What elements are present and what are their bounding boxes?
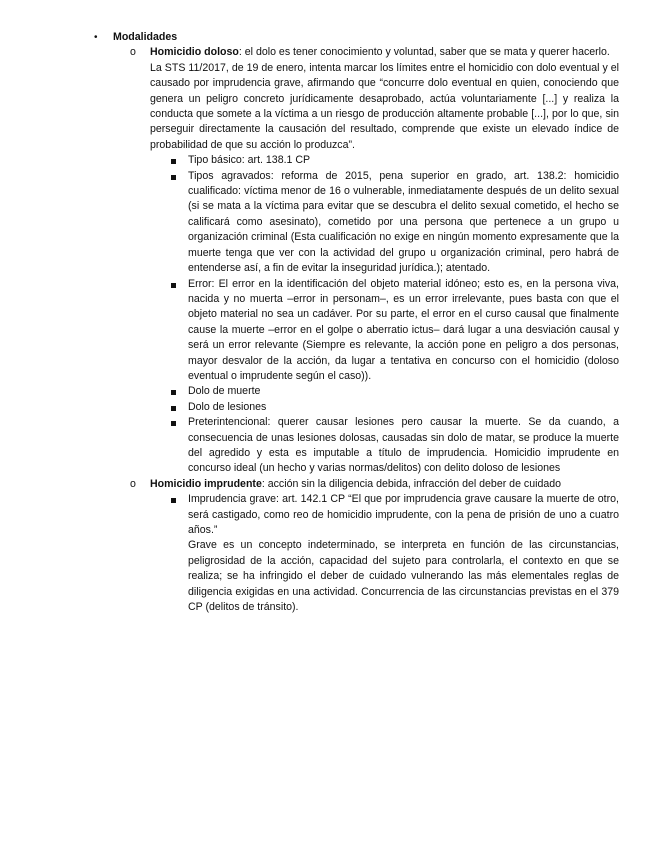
doloso-definition: Homicidio doloso: el dolo es tener conocimiento y voluntad, saber que se mata y querer hacerlo. (150, 46, 610, 59)
list-item: Tipos agravados: reforma de 2015, pena superior en grado, art. 138.2: homicidio cualificado: víctima menor de 16 o vulnerable, inmediatamente después de un delito sexual (si se mata a la víctima para evitar que se descubra el delito sexual cometido, el hecho se calificará como asesinato), cometido por una persona que pertenece a un grupo u organización criminal (Esta cualificación no exige en ningún momento expresamente que la muerte tenga que ver con la actividad del grupo u organización criminal, pero habrá de entenderse así, a fin de evitar la inseguridad jurídica.); atentado. (188, 169, 619, 277)
square-bullet-icon (171, 421, 176, 426)
list-item: Dolo de muerte (188, 384, 619, 399)
imprudente-explanation: Grave es un concepto indeterminado, se interpreta en función de las circunstancias, peligrosidad de la acción, capacidad del sujeto para controlarla, el contexto en que se realiza; se ha infringido el deber de cuidado vulnerando las más elementales reglas de diligencia exigidas en una actividad. Concurrencia de las circunstancias previstas en el 379 CP (delitos de tránsito). (188, 539, 619, 614)
square-bullet-icon (171, 283, 176, 288)
list-item: Error: El error en la identificación del objeto material idóneo; esto es, en la persona viva, nacida y no muerta –error in personam–, es un error irrelevante, pues basta con que el objeto material no sea un cadáver. Por su parte, el error en el curso causal que finalmente cause la muerte –error en el golpe o aberratio ictus– dará lugar a una desviación causal y será un error relevante (Siempre es relevante, la acción pone en peligro a dos personas, mayor desvalor de la acción, da lugar a tentativa en concurso con el homicidio (doloso eventual o imprudente según el caso)). (188, 277, 619, 385)
list-item: Dolo de lesiones (188, 400, 619, 415)
list-item: Preterintencional: querer causar lesiones pero causar la muerte. Se da cuando, a consecuencia de unas lesiones dolosas, causadas sin dolo de matar, se produce la muerte del agredido y esta es imputable a título de imprudencia. Homicidio imprudente en concurso ideal (un hecho y varias normas/delitos) con delito doloso de lesiones (188, 415, 619, 477)
list-item: Imprudencia grave: art. 142.1 CP “El que por imprudencia grave causare la muerte de otro, será castigado, como reo de homicidio imprudente, con la pena de prisión de uno a cuatro años.” Grave es un concepto indeterminado, se interpreta en función de las circunstancias, peligrosidad de la acción, capacidad del sujeto para controlarla, el contexto en que se realiza; se ha infringido el deber de cuidado vulnerando las más elementales reglas de diligencia exigidas en una actividad. Concurrencia de las circunstancias previstas en el 379 CP (delitos de tránsito). (188, 492, 619, 615)
bullet-disc-icon: • (94, 32, 98, 43)
circle-bullet-icon: o (130, 46, 136, 59)
square-bullet-icon (171, 159, 176, 164)
imprudente-subitems (150, 492, 619, 615)
sts-paragraph: La STS 11/2017, de 19 de enero, intenta marcar los límites entre el homicidio con dolo eventual y el causado por imprudencia grave, afirmando que “concurre dolo eventual en quien, conociendo que genera un peligro concreto jurídicamente desaprobado, actúa voluntariamente [...] y realiza la conducta que somete a la víctima a un riesgo de producción altamente probable [...], por lo que, sin perseguir directamente la causación del resultado, comprende que existe un elevado índice de probabilidad de que su acción lo produzca”. (150, 61, 619, 151)
square-bullet-icon (171, 406, 176, 411)
list-item: Tipo básico: art. 138.1 CP (188, 153, 619, 168)
doloso-block (130, 45, 619, 476)
modalidades-section (113, 30, 619, 615)
imprudente-block (130, 477, 619, 616)
square-bullet-icon (171, 390, 176, 395)
imprudente-definition: Homicidio imprudente: acción sin la diligencia debida, infracción del deber de cuidado (150, 477, 562, 490)
section-heading: Modalidades (113, 31, 178, 43)
square-bullet-icon (171, 498, 176, 503)
imprudente-term: Homicidio imprudente (150, 477, 262, 490)
circle-bullet-icon: o (130, 477, 136, 490)
doloso-term: Homicidio doloso (150, 46, 239, 59)
square-bullet-icon (171, 175, 176, 180)
doloso-subitems (150, 153, 619, 477)
